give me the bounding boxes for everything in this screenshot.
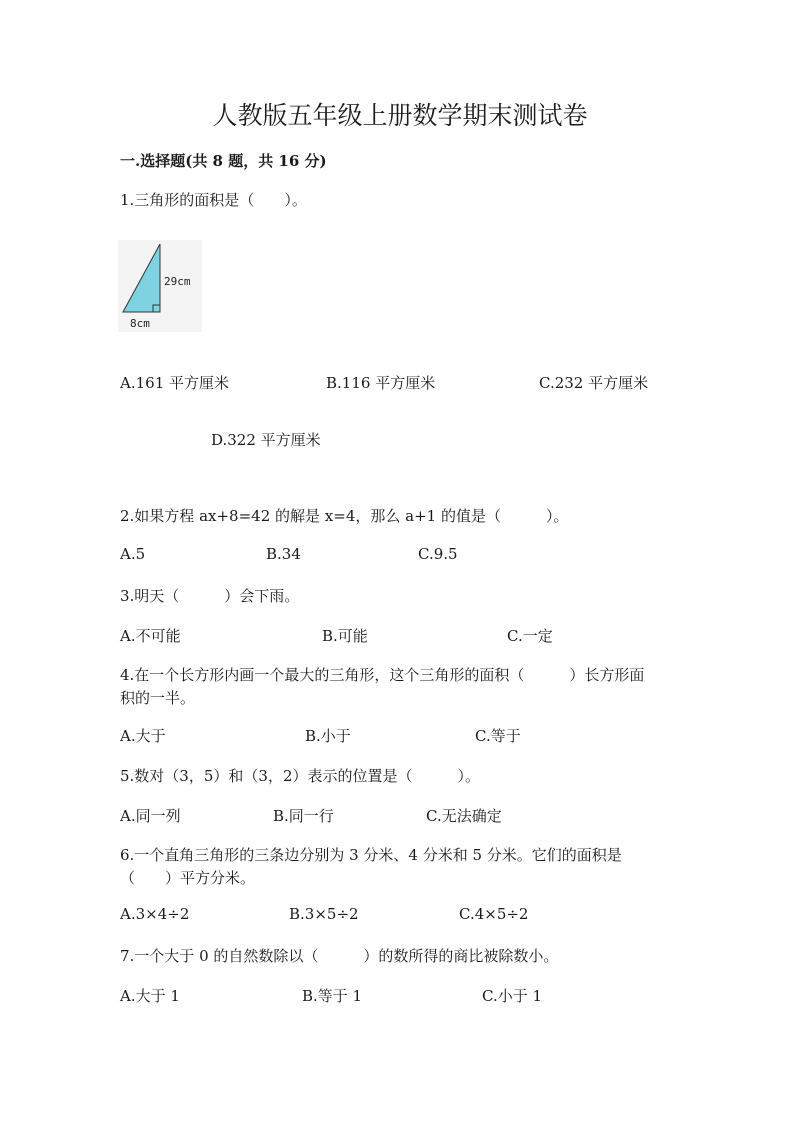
q4-option-c[interactable]: C.等于	[475, 727, 521, 745]
page-title: 人教版五年级上册数学期末测试卷	[212, 101, 588, 130]
q3-option-b[interactable]: B.可能	[322, 627, 368, 645]
q6-option-c[interactable]: C.4×5÷2	[459, 905, 529, 923]
question-1: 1.三角形的面积是（ ）。	[120, 191, 307, 209]
q3-option-a[interactable]: A.不可能	[120, 627, 181, 645]
question-4: 4.在一个长方形内画一个最大的三角形，这个三角形的面积（ ）长方形面	[120, 666, 645, 684]
question-5: 5.数对（3，5）和（3，2）表示的位置是（ ）。	[120, 767, 480, 785]
height-label: 29cm	[164, 275, 191, 288]
q4-option-b[interactable]: B.小于	[305, 727, 351, 745]
q5-option-a[interactable]: A.同一列	[120, 807, 181, 825]
q6-option-b[interactable]: B.3×5÷2	[289, 905, 359, 923]
question-4-line2: 积的一半。	[120, 689, 196, 707]
q3-option-c[interactable]: C.一定	[507, 627, 553, 645]
q6-option-a[interactable]: A.3×4÷2	[120, 905, 190, 923]
q2-option-b[interactable]: B.34	[266, 545, 301, 563]
base-label: 8cm	[130, 317, 150, 330]
q5-option-c[interactable]: C.无法确定	[426, 807, 502, 825]
q1-option-c[interactable]: C.232 平方厘米	[539, 374, 649, 392]
q2-option-c[interactable]: C.9.5	[418, 545, 458, 563]
question-3: 3.明天（ ）会下雨。	[120, 587, 300, 605]
question-6-line2: （ ）平方分米。	[120, 869, 256, 887]
q1-option-b[interactable]: B.116 平方厘米	[326, 374, 436, 392]
q7-option-b[interactable]: B.等于 1	[302, 987, 363, 1005]
q2-option-a[interactable]: A.5	[120, 545, 146, 563]
q4-option-a[interactable]: A.大于	[120, 727, 166, 745]
q1-option-a[interactable]: A.161 平方厘米	[120, 374, 229, 392]
question-7: 7.一个大于 0 的自然数除以（ ）的数所得的商比被除数小。	[120, 947, 559, 965]
question-2: 2.如果方程 ax+8=42 的解是 x=4，那么 a+1 的值是（ ）。	[120, 507, 569, 525]
section-heading: 一.选择题(共 8 题，共 16 分)	[120, 152, 327, 170]
question-6: 6.一个直角三角形的三条边分别为 3 分米、4 分米和 5 分米。它们的面积是	[120, 846, 622, 864]
q1-option-d[interactable]: D.322 平方厘米	[211, 431, 321, 449]
right-triangle-figure	[118, 240, 202, 332]
q5-option-b[interactable]: B.同一行	[273, 807, 334, 825]
q7-option-a[interactable]: A.大于 1	[120, 987, 180, 1005]
q7-option-c[interactable]: C.小于 1	[482, 987, 543, 1005]
